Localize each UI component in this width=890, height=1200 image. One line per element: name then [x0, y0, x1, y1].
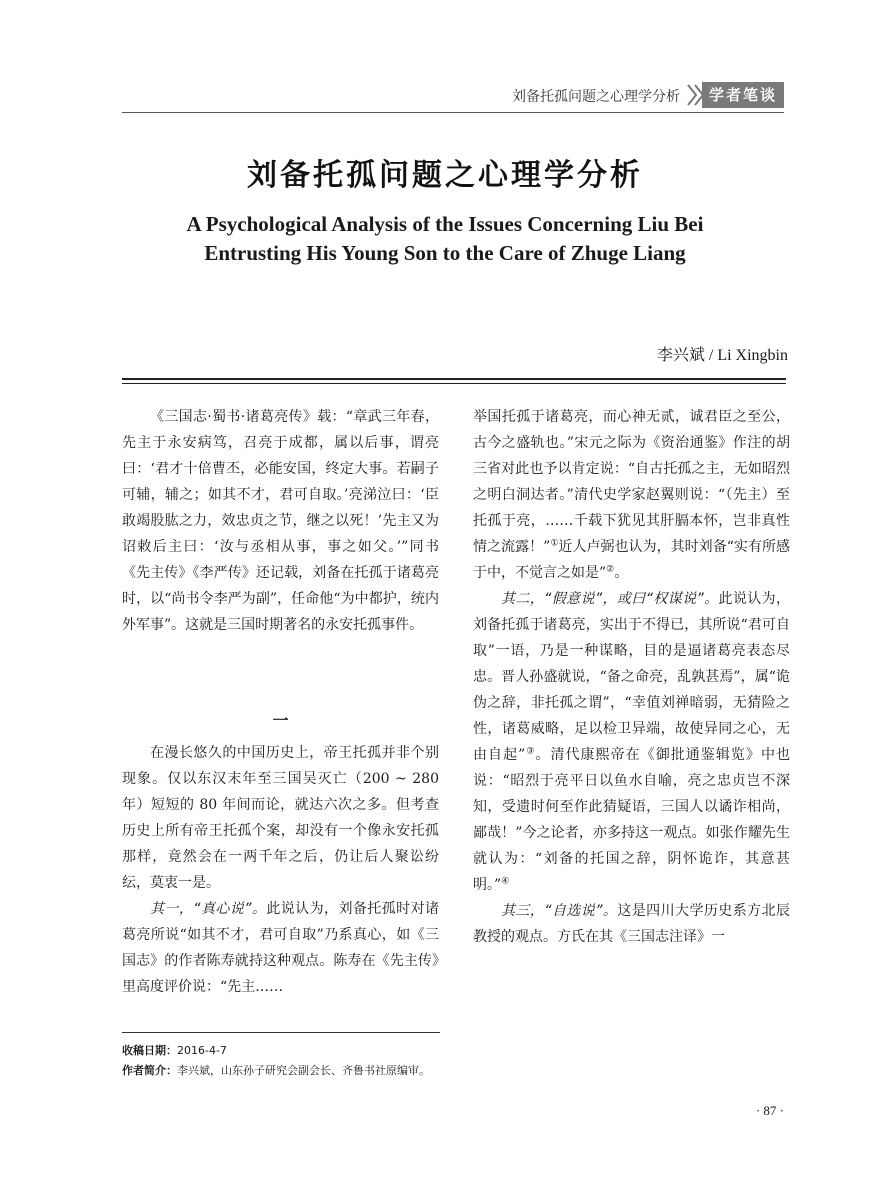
footnote-ref-1: ①	[550, 538, 559, 549]
view-one-lead: 其一，“真心说”。	[150, 901, 267, 917]
footnote-ref-3: ③	[525, 746, 536, 757]
paragraph-view-three	[473, 898, 790, 950]
page-title-chinese: 刘备托孤问题之心理学分析	[247, 158, 643, 193]
column-left-top	[122, 404, 439, 638]
view-two-text-b: 。清代康熙帝在《御批通鉴辑览》中也说：“昭烈于亮平日以鱼水自喻，亮之忠贞岂不深知，受遗时何至作此猜疑语，三国人以谲诈相尚，鄙哉！”今之论者，亦多持这一观点。如张作耀先生就认为：“刘备的托国之辞，阴怀诡诈，其意甚明。”	[473, 747, 790, 893]
title-en-line1: A Psychological Analysis of the Issues Concerning Liu Bei	[186, 212, 704, 236]
author-bio-label: 作者简介：	[122, 1064, 177, 1077]
author-bio-value: 李兴斌，山东孙子研究会副会长、齐鲁书社原编审。	[177, 1064, 430, 1077]
column-left-bottom	[122, 740, 439, 1000]
running-title: 刘备托孤问题之心理学分析	[512, 89, 680, 105]
received-value: 2016-4-7	[177, 1044, 227, 1057]
paragraph-continued	[473, 404, 790, 586]
continued-text-c: 。	[614, 565, 629, 581]
view-three-text: 这是四川大学历史系方北辰教授的观点。方氏在其《三国志注译》一	[473, 903, 790, 945]
view-two-lead: 其二，“假意说”，或曰“权谋说”。	[501, 591, 719, 607]
section-number: 一	[272, 711, 289, 730]
header-divider	[122, 112, 784, 113]
paragraph-history: 在漫长悠久的中国历史上，帝王托孤并非个别现象。仅以东汉末年至三国吴灭亡（200 ~ 280 年）短短的 80 年间而论，就达六次之多。但考查历史上所有帝王托孤个案，却没有一个像永安托孤那样，竟然会在一两千年之后，仍让后人聚讼纷纭，莫衷一是。	[122, 745, 439, 891]
section-tag: 学者笔谈	[702, 82, 784, 108]
author-byline: 李兴斌 / Li Xingbin	[656, 347, 788, 364]
footnote-ref-2: ②	[606, 564, 615, 575]
footnote-ref-4: ④	[501, 876, 510, 887]
view-three-lead: 其三，“自选说”。	[501, 903, 618, 919]
author-bio	[122, 1062, 782, 1080]
title-divider-thin	[122, 383, 786, 384]
page-number: · 87 ·	[755, 1103, 784, 1118]
column-right	[473, 404, 790, 950]
received-date	[122, 1042, 782, 1060]
footnote-divider	[122, 1032, 440, 1033]
page-title-english	[100, 210, 790, 268]
view-two-text-a: 此说认为，刘备托孤于诸葛亮，实出于不得已，其所说“君可自取”一语，乃是一种谋略，目的是逼诸葛亮表态尽忠。晋人孙盛就说，“备之命亮，乱孰甚焉”，属“诡伪之辞，非托孤之谓”，“幸值刘禅暗弱，无猜险之性，诸葛威略，足以检卫异端，故使异同之心，无由自起”	[473, 591, 791, 763]
title-divider-thick	[122, 378, 786, 380]
paragraph-view-one	[122, 896, 439, 1000]
paragraph-intro: 《三国志·蜀书·诸葛亮传》载：“章武三年春，先主于永安病笃，召亮于成都，属以后事，谓亮曰：‘君才十倍曹丕，必能安国，终定大事。若嗣子可辅，辅之；如其不才，君可自取。’亮涕泣曰：‘臣敢竭股肱之力，效忠贞之节，继之以死！’先主又为诏敕后主曰：‘汝与丞相从事，事之如父。’”同书《先主传》《李严传》还记载，刘备在托孤于诸葛亮时，以“尚书令李严为副”，任命他“为中都护，统内外军事”。这就是三国时期著名的永安托孤事件。	[122, 409, 439, 633]
title-en-line2: Entrusting His Young Son to the Care of Zhuge Liang	[204, 241, 686, 265]
received-label: 收稿日期：	[122, 1044, 177, 1057]
paragraph-view-two	[473, 586, 790, 898]
view-one-text: 此说认为，刘备托孤时对诸葛亮所说“如其不才，君可自取”乃系真心，如《三国志》的作者陈寿就持这种观点。陈寿在《先主传》里高度评价说：“先主……	[122, 901, 439, 995]
continued-text-a: 举国托孤于诸葛亮，而心神无贰，诚君臣之至公，古今之盛轨也。”宋元之际为《资治通鉴》作注的胡三省对此也予以肯定说：“自古托孤之主，无如昭烈之明白洞达者。”清代史学家赵翼则说：“（先主）至托孤于亮，……千载下犹见其肝膈本怀，岂非真性情之流露！”	[473, 409, 790, 555]
continued-text-b: 近人卢弼也认为，其时刘备“实有所感于中，不觉言之如是”	[473, 539, 790, 581]
